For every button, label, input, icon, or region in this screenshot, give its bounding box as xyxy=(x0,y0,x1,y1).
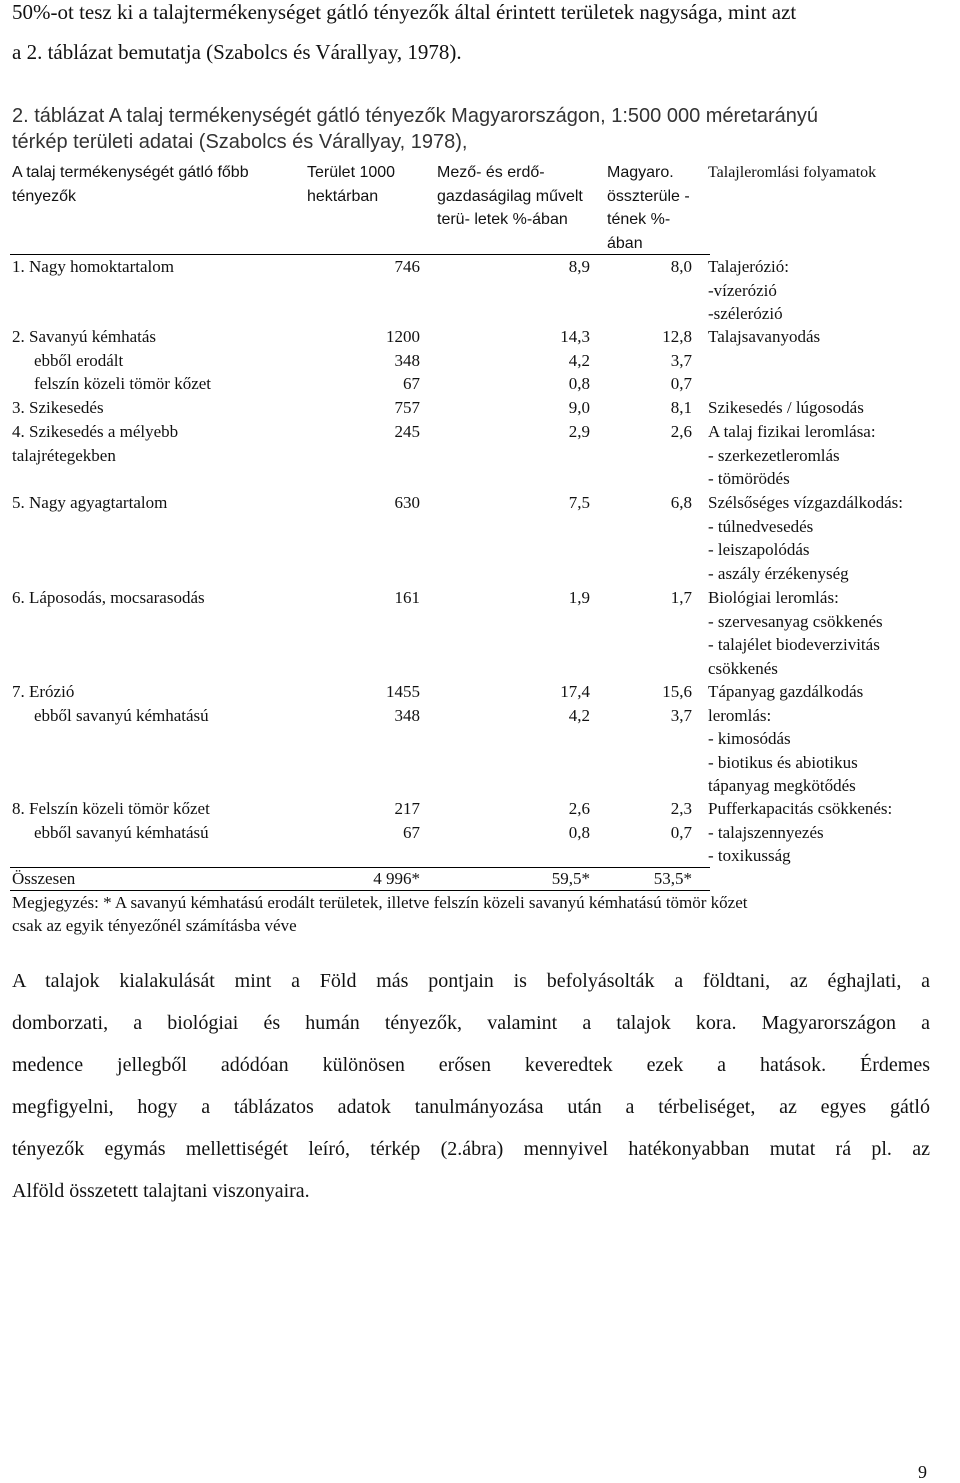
row-7-area-line-2: 348 xyxy=(394,705,420,725)
body-paragraph-line: medence jellegből adódóan különösen erősen keveredtek ezek a hatások. Érdemes xyxy=(12,1054,930,1076)
header-degradation-process: Talajleromlási folyamatok xyxy=(708,164,877,181)
row-8-area-line-2: 67 xyxy=(403,822,420,842)
body-paragraph xyxy=(12,960,930,1170)
row-2-area-line-2: 348 xyxy=(394,350,420,370)
row-2-process-line-1: Talajsavanyodás xyxy=(708,327,821,346)
page-number: 9 xyxy=(918,1462,927,1482)
row-5-process-line-4: - aszály érzékenység xyxy=(708,563,849,583)
row-6-process-line-3: - talajélet biodeverzivitás xyxy=(708,635,880,654)
row-7-factor-line-1: 7. Erózió xyxy=(12,682,75,701)
row-8-process-line-1: Pufferkapacitás csökkenés: xyxy=(708,799,893,818)
row-2-farmed-line-3: 0,8 xyxy=(568,374,590,393)
row-8-process-line-2: - talajszennyezés xyxy=(708,822,824,842)
row-3-area-line-1: 757 xyxy=(394,398,420,417)
row-5-area-line-1: 630 xyxy=(394,493,420,512)
row-1-hungary-line-1: 8,0 xyxy=(670,257,692,276)
row-3-factor-line-1: 3. Szikesedés xyxy=(12,398,104,417)
row-7-process-line-3: - kimosódás xyxy=(708,729,791,748)
row-2-factor-line-1: 2. Savanyú kémhatás xyxy=(12,327,156,346)
row-1-factor-line-1: 1. Nagy homoktartalom xyxy=(12,257,174,276)
row-5-process-line-1: Szélsőséges vízgazdálkodás: xyxy=(708,493,903,512)
total-hungary: 53,5* xyxy=(653,869,692,888)
header-area: Terület 1000 hektárban xyxy=(307,164,396,205)
row-2-farmed-line-1: 14,3 xyxy=(560,327,590,346)
row-6-process-line-4: csökkenés xyxy=(708,658,778,678)
body-paragraph-line: megfigyelni, hogy a táblázatos adatok tanulmányozása után a térbeliséget, az egyes gátló xyxy=(12,1096,930,1118)
total-label: Összesen xyxy=(12,869,76,888)
row-7-process-line-2: leromlás: xyxy=(708,705,772,725)
header-farmed-percent: Mező- és erdő- gazdaságilag művelt terü- letek %-ában xyxy=(437,164,583,228)
row-4-process-line-2: - szerkezetleromlás xyxy=(708,445,840,465)
row-8-factor-line-1: 8. Felszín közeli tömör kőzet xyxy=(12,799,210,818)
row-1-area-line-1: 746 xyxy=(394,257,420,276)
row-7-hungary-line-1: 15,6 xyxy=(662,682,692,701)
row-7-farmed-line-1: 17,4 xyxy=(560,682,590,701)
row-2-area-line-3: 67 xyxy=(403,374,420,393)
row-4-process-line-1: A talaj fizikai leromlása: xyxy=(708,422,876,441)
row-6-area-line-1: 161 xyxy=(394,588,420,607)
note-line-2: csak az egyik tényezőnél számításba véve xyxy=(12,916,297,935)
row-4-process-line-3: - tömörödés xyxy=(708,469,790,488)
row-3-process-line-1: Szikesedés / lúgosodás xyxy=(708,398,864,417)
table-caption-line-2: térkép területi adatai (Szabolcs és Várallyay, 1978), xyxy=(12,131,468,153)
row-5-process-line-2: - túlnedvesedés xyxy=(708,516,814,536)
row-5-factor-line-1: 5. Nagy agyagtartalom xyxy=(12,493,168,512)
row-8-farmed-line-1: 2,6 xyxy=(568,799,590,818)
intro-line-1: 50%-ot tesz ki a talajtermékenységet gátló tényezők által érintett területek nagysága, mint azt xyxy=(12,0,797,24)
row-2-farmed-line-2: 4,2 xyxy=(568,350,590,370)
row-8-process-line-3: - toxikusság xyxy=(708,846,791,865)
row-7-farmed-line-2: 4,2 xyxy=(568,705,590,725)
body-paragraph-line: tényezők egymás mellettiségét leíró, térkép (2.ábra) mennyivel hatékonyabban mutat rá pl. az xyxy=(12,1138,930,1160)
row-2-hungary-line-3: 0,7 xyxy=(670,374,692,393)
row-5-process-line-3: - leiszapolódás xyxy=(708,540,810,559)
row-2-hungary-line-1: 12,8 xyxy=(662,327,692,346)
row-8-area-line-1: 217 xyxy=(394,799,420,818)
row-4-farmed-line-1: 2,9 xyxy=(568,422,590,441)
row-2-factor-line-3: felszín közeli tömör kőzet xyxy=(34,374,212,393)
row-8-hungary-line-2: 0,7 xyxy=(670,822,692,842)
row-8-hungary-line-1: 2,3 xyxy=(670,799,692,818)
note-line-1: Megjegyzés: * A savanyú kémhatású erodált területek, illetve felszín közeli savanyú kémhatású tömör kőzet xyxy=(12,893,748,912)
row-1-process-line-3: -szélerózió xyxy=(708,304,783,323)
intro-line-2: a 2. táblázat bemutatja (Szabolcs és Várallyay, 1978). xyxy=(12,40,462,64)
row-6-process-line-2: - szervesanyag csökkenés xyxy=(708,611,883,631)
row-7-process-line-5: tápanyag megkötődés xyxy=(708,776,856,795)
row-4-area-line-1: 245 xyxy=(394,422,420,441)
row-1-process-line-1: Talajerózió: xyxy=(708,257,789,276)
row-8-factor-line-2: ebből savanyú kémhatású xyxy=(34,822,209,842)
row-1-farmed-line-1: 8,9 xyxy=(568,257,590,276)
body-paragraph-line: domborzati, a biológiai és humán tényezők, valamint a talajok kora. Magyarországon a xyxy=(12,1012,930,1034)
row-7-process-line-4: - biotikus és abiotikus xyxy=(708,752,858,772)
row-2-area-line-1: 1200 xyxy=(386,327,420,346)
row-6-hungary-line-1: 1,7 xyxy=(670,588,692,607)
row-5-farmed-line-1: 7,5 xyxy=(568,493,590,512)
row-4-factor-line-1: 4. Szikesedés a mélyebb xyxy=(12,422,179,441)
row-3-hungary-line-1: 8,1 xyxy=(670,398,692,417)
total-bottom-rule xyxy=(10,890,710,891)
row-7-factor-line-2: ebből savanyú kémhatású xyxy=(34,705,209,725)
row-2-hungary-line-2: 3,7 xyxy=(670,350,692,370)
row-6-factor-line-1: 6. Láposodás, mocsarasodás xyxy=(12,588,205,607)
row-3-farmed-line-1: 9,0 xyxy=(568,398,590,417)
body-paragraph-last-line: Alföld összetett talajtani viszonyaira. xyxy=(12,1180,310,1202)
row-1-process-line-2: -vízerózió xyxy=(708,280,777,300)
header-hungary-percent: Magyaro. összterüle -tének %- ában xyxy=(607,164,690,252)
row-7-hungary-line-2: 3,7 xyxy=(670,705,692,725)
row-6-process-line-1: Biológiai leromlás: xyxy=(708,588,839,607)
table-caption-line-1: 2. táblázat A talaj termékenységét gátló tényezők Magyarországon, 1:500 000 méretarányú xyxy=(12,105,819,127)
body-paragraph-line: A talajok kialakulását mint a Föld más pontjain is befolyásolták a földtani, az éghajlati, a xyxy=(12,970,930,992)
row-4-factor-line-2: talajrétegekben xyxy=(12,445,116,465)
header-factor: A talaj termékenységét gátló főbb tényezők xyxy=(12,164,249,205)
row-5-hungary-line-1: 6,8 xyxy=(670,493,692,512)
total-area: 4 996* xyxy=(373,869,420,888)
row-8-farmed-line-2: 0,8 xyxy=(568,822,590,842)
total-top-rule xyxy=(10,867,710,868)
row-7-area-line-1: 1455 xyxy=(386,682,420,701)
row-2-factor-line-2: ebből erodált xyxy=(34,350,124,370)
row-7-process-line-1: Tápanyag gazdálkodás xyxy=(708,682,864,701)
row-4-hungary-line-1: 2,6 xyxy=(670,422,692,441)
total-farmed: 59,5* xyxy=(551,869,590,888)
row-6-farmed-line-1: 1,9 xyxy=(568,588,590,607)
